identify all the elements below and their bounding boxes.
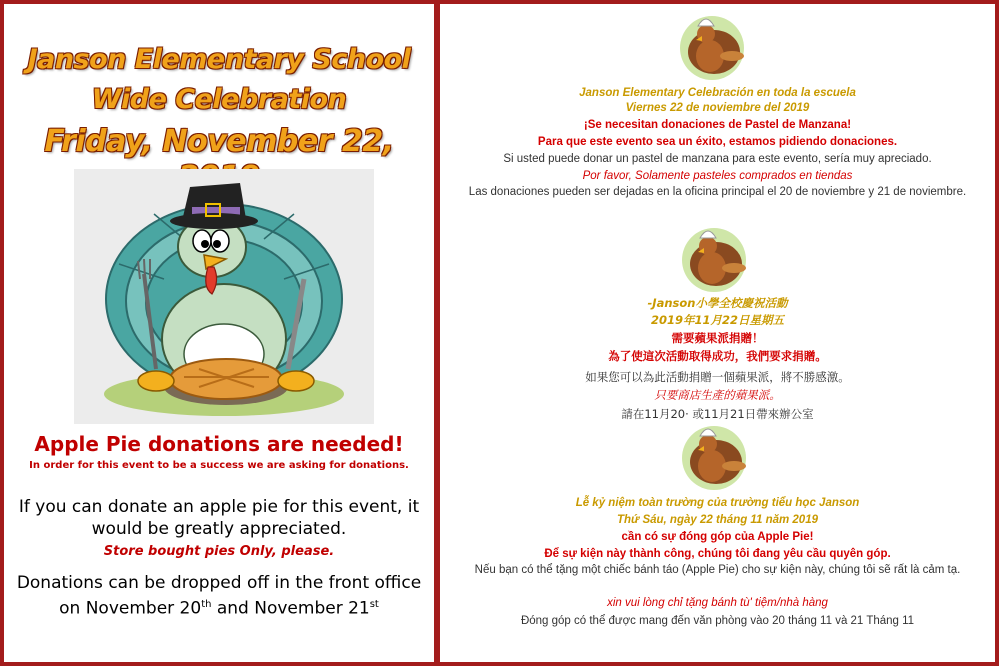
chef-turkey-icon — [672, 10, 752, 82]
donations-needed-heading: Apple Pie donations are needed! — [34, 432, 404, 456]
vi-dropoff: Đóng góp có thể được mang đến văn phòng vào 20 tháng 11 và 21 Tháng 11 — [520, 615, 915, 627]
zh-donate: 如果您可以為此活動捐贈一個蘋果派，將不勝感激。 — [585, 370, 850, 384]
zh-dropoff: 請在11月20· 或11月21日帶來辦公室 — [621, 407, 814, 421]
pilgrim-turkey-illustration — [74, 169, 374, 424]
zh-success: 為了使這次活動取得成功，我們要求捐贈。 — [608, 349, 827, 363]
flyer-title-line2: Wide Celebration — [91, 84, 347, 115]
zh-store-bought: 只要商店生產的蘋果派。 — [654, 388, 781, 402]
vi-needed: cần có sự đóng góp của Apple Pie! — [621, 531, 814, 543]
vi-date: Thứ Sáu, ngày 22 tháng 11 năm 2019 — [616, 514, 818, 526]
zh-title: -Janson小學全校慶祝活動 — [647, 296, 788, 310]
donations-needed-subtext: In order for this event to be a success we are asking for donations. — [29, 460, 409, 471]
es-success: Para que este evento sea un éxito, estamos pidiendo donaciones. — [537, 136, 898, 148]
dropoff-prefix: Donations can be dropped off in the front office on November 20 — [16, 573, 422, 619]
es-needed: ¡Se necesitan donaciones de Pastel de Manzana! — [583, 119, 852, 131]
es-date: Viernes 22 de noviembre del 2019 — [625, 102, 810, 114]
zh-needed: 需要蘋果派捐贈！ — [671, 331, 764, 345]
es-dropoff: Las donaciones pueden ser dejadas en la oficina principal el 20 de noviembre y 21 de noviembre. — [468, 186, 967, 198]
vi-store-bought: xin vui lòng chỉ tặng bánh tù' tiệm/nhà hàng — [607, 597, 828, 609]
flyer-title-line1: Janson Elementary School — [27, 44, 411, 75]
dropoff-middle: and November 21 — [211, 598, 370, 619]
vi-success: Để sự kiện này thành công, chúng tôi đang yêu cầu quyên góp. — [544, 548, 891, 560]
zh-date: 2019年11月22日星期五 — [650, 313, 784, 327]
translations-flyer — [440, 4, 995, 662]
dropoff-info — [4, 572, 434, 620]
dropoff-sup-th: th — [201, 599, 212, 610]
english-flyer — [4, 4, 434, 662]
store-bought-note: Store bought pies Only, please. — [103, 544, 335, 559]
es-donate: Si usted puede donar un pastel de manzana para este evento, sería muy apreciado. — [503, 153, 932, 165]
vi-donate: Nếu bạn có thể tặng một chiếc bánh táo (Apple Pie) cho sự kiện này, chúng tôi sẽ rất là cảm tạ. — [474, 564, 961, 576]
es-store-bought: Por favor, Solamente pasteles comprados en tiendas — [582, 170, 853, 182]
flyer-title-date: Friday, November 22, — [44, 124, 394, 159]
es-title: Janson Elementary Celebración en toda la escuela — [579, 87, 856, 99]
chef-turkey-icon — [674, 222, 754, 294]
dropoff-sup-st: st — [369, 599, 379, 610]
donate-request-text: If you can donate an apple pie for this event, it would be greatly appreciated. — [18, 497, 420, 539]
chef-turkey-icon — [674, 420, 754, 492]
vi-title: Lễ kỷ niệm toàn trường của trường tiểu học Janson — [575, 497, 860, 509]
